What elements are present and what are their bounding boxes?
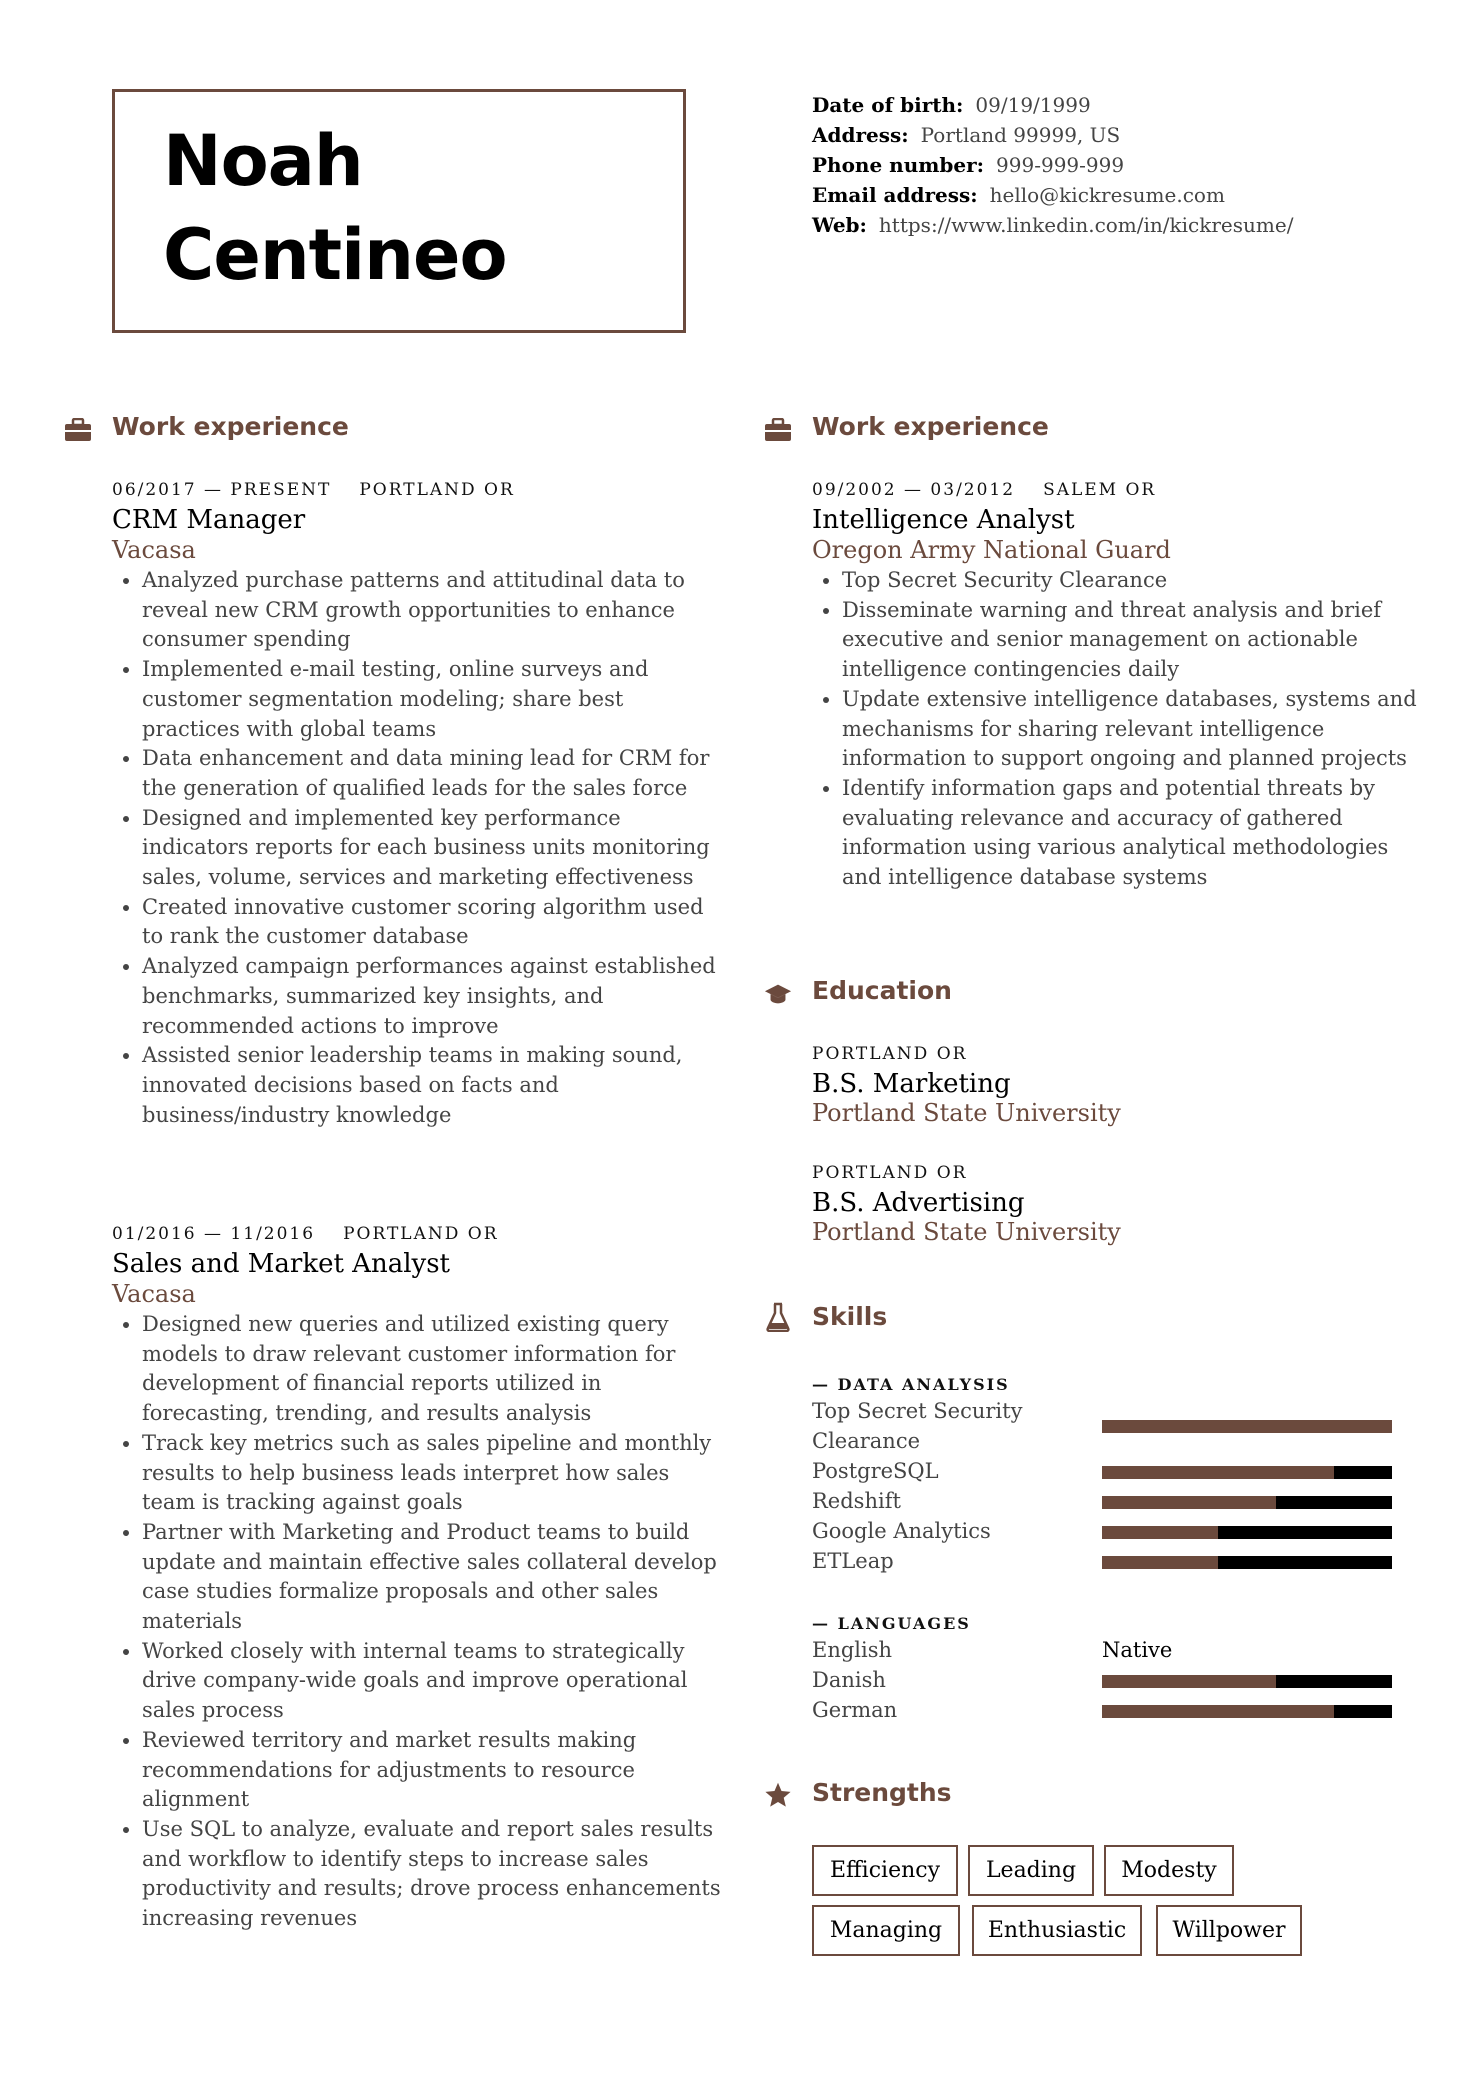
job-company: Vacasa: [112, 536, 196, 564]
list-item: • Track key metrics such as sales pipeline and monthly results to help business leads interpret how sales team is tracking against goals: [142, 1429, 724, 1518]
list-item: • Worked closely with internal teams to strategically drive company-wide goals and improve operational sales process: [142, 1637, 724, 1726]
job-bullets: [812, 566, 1428, 893]
skill-bar: [1102, 1466, 1392, 1479]
education-heading: Education: [812, 976, 952, 1005]
contact-address: Address: Portland 99999, US: [812, 123, 1121, 147]
data-analysis-label: — DATA ANALYSIS: [812, 1375, 1010, 1394]
last-name: Centineo: [163, 214, 507, 296]
job-title: Intelligence Analyst: [812, 505, 1075, 535]
list-item: • Assisted senior leadership teams in making sound, innovated decisions based on facts and business/industry knowledge: [142, 1041, 724, 1130]
work-experience-heading: Work experience: [812, 412, 1049, 441]
strength-chip: Efficiency: [812, 1845, 958, 1896]
skill-bar: [1102, 1420, 1392, 1433]
strengths-heading: Strengths: [812, 1778, 952, 1807]
name-box: [112, 89, 686, 333]
education-location: PORTLAND OR: [812, 1163, 968, 1183]
job-meta: 01/2016 — 11/2016 PORTLAND OR: [112, 1224, 499, 1244]
job-company: Oregon Army National Guard: [812, 536, 1171, 564]
skill-name: PostgreSQL: [812, 1459, 939, 1483]
skill-name: Top Secret Security Clearance: [812, 1399, 1023, 1453]
strength-chip: Managing: [812, 1905, 960, 1956]
list-item: • Reviewed territory and market results making recommendations for adjustments to resource alignment: [142, 1726, 724, 1815]
education-school: Portland State University: [812, 1218, 1121, 1246]
list-item: • Analyzed campaign performances against established benchmarks, summarized key insights, and recommended actions to improve: [142, 952, 724, 1041]
skill-bar: [1102, 1496, 1392, 1509]
languages-label: — LANGUAGES: [812, 1614, 971, 1633]
list-item: • Identify information gaps and potential threats by evaluating relevance and accuracy of gathered information using various analytical methodologies and intelligence database systems: [842, 774, 1428, 893]
star-icon: [764, 1781, 792, 1809]
contact-email[interactable]: Email address: hello@kickresume.com: [812, 183, 1225, 207]
list-item: • Partner with Marketing and Product teams to build update and maintain effective sales collateral develop case studies formalize proposals and other sales materials: [142, 1518, 724, 1637]
language-name: German: [812, 1698, 898, 1722]
list-item: • Use SQL to analyze, evaluate and report sales results and workflow to identify steps to increase sales productivity and results; drove process enhancements increasing revenues: [142, 1815, 724, 1934]
flask-icon: [764, 1303, 792, 1331]
strength-chip: Leading: [968, 1845, 1094, 1896]
list-item: • Designed new queries and utilized existing query models to draw relevant customer information for development of financial reports utilized in forecasting, trending, and results analysis: [142, 1310, 724, 1429]
education-school: Portland State University: [812, 1099, 1121, 1127]
list-item: • Designed and implemented key performance indicators reports for each business units monitoring sales, volume, services and marketing effectiveness: [142, 804, 724, 893]
education-degree: B.S. Marketing: [812, 1069, 1011, 1099]
list-item: • Top Secret Security Clearance: [842, 566, 1428, 596]
strength-chip: Willpower: [1156, 1905, 1302, 1956]
first-name: Noah: [163, 120, 363, 202]
job-title: CRM Manager: [112, 505, 306, 535]
contact-info: [812, 90, 1293, 240]
list-item: • Created innovative customer scoring algorithm used to rank the customer database: [142, 893, 724, 952]
skills-heading: Skills: [812, 1302, 888, 1331]
job-meta: 09/2002 — 03/2012 SALEM OR: [812, 480, 1157, 500]
job-bullets: [112, 566, 724, 1130]
list-item: • Data enhancement and data mining lead for CRM for the generation of qualified leads for the sales force: [142, 744, 724, 803]
language-bar: [1102, 1675, 1392, 1688]
skill-name: Redshift: [812, 1489, 901, 1513]
contact-dob: Date of birth: 09/19/1999: [812, 93, 1091, 117]
contact-web[interactable]: Web: https://www.linkedin.com/in/kickresume/: [812, 213, 1294, 237]
contact-phone: Phone number: 999-999-999: [812, 153, 1125, 177]
language-name: English: [812, 1638, 893, 1662]
graduation-cap-icon: [764, 980, 792, 1008]
briefcase-icon: [764, 416, 792, 444]
briefcase-icon: [64, 416, 92, 444]
skill-bar: [1102, 1526, 1392, 1539]
strength-chip: Enthusiastic: [972, 1905, 1142, 1956]
skill-bar: [1102, 1556, 1392, 1569]
strength-chip: Modesty: [1104, 1845, 1234, 1896]
language-level-text: Native: [1102, 1638, 1173, 1662]
job-meta: 06/2017 — PRESENT PORTLAND OR: [112, 480, 515, 500]
language-bar: [1102, 1705, 1392, 1718]
job-company: Vacasa: [112, 1280, 196, 1308]
skill-name: Google Analytics: [812, 1519, 991, 1543]
job-title: Sales and Market Analyst: [112, 1249, 450, 1279]
list-item: • Update extensive intelligence databases, systems and mechanisms for sharing relevant intelligence information to support ongoing and planned projects: [842, 685, 1428, 774]
language-name: Danish: [812, 1668, 886, 1692]
job-bullets: [112, 1310, 724, 1934]
list-item: • Implemented e-mail testing, online surveys and customer segmentation modeling; share best practices with global teams: [142, 655, 724, 744]
list-item: • Analyzed purchase patterns and attitudinal data to reveal new CRM growth opportunities to enhance consumer spending: [142, 566, 724, 655]
skill-name: ETLeap: [812, 1549, 894, 1573]
list-item: • Disseminate warning and threat analysis and brief executive and senior management on actionable intelligence contingencies daily: [842, 596, 1428, 685]
work-experience-heading: Work experience: [112, 412, 349, 441]
education-location: PORTLAND OR: [812, 1044, 968, 1064]
education-degree: B.S. Advertising: [812, 1188, 1025, 1218]
